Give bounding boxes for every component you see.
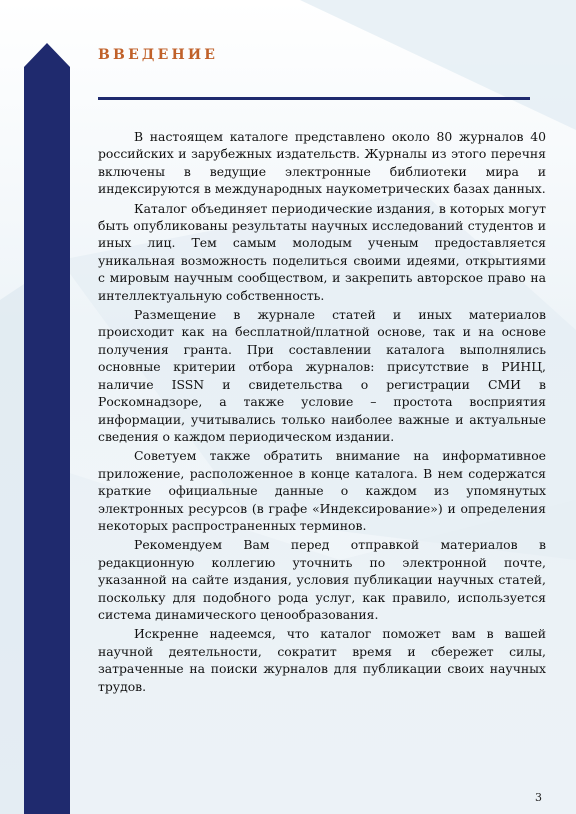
paragraph-6: Искренне надеемся, что каталог поможет вам в вашей научной деятельности, сократит время и сбережет силы, затраченные на поиски журналов для публикации своих научных трудов.: [98, 626, 546, 694]
paragraph-4: Советуем также обратить внимание на информативное приложение, расположенное в конце каталога. В нем содержатся краткие официальные данные о каждом из упомянутых электронных ресурсов (в графе «Индексирование») и определения некоторых распространенных терминов.: [98, 448, 546, 533]
paragraph-2: Каталог объединяет периодические издания, в которых могут быть опубликованы результаты научных исследований студентов и иных лиц. Тем самым молодым ученым предоставляется уникальная возможность поделиться своими идеями, открытиями с мировым научным сообществом, и закрепить авторское право на интеллектуальную собственность.: [98, 200, 546, 303]
introduction-text: [98, 128, 546, 697]
paragraph-5: Рекомендуем Вам перед отправкой материалов в редакционную коллегию уточнить по электронной почте, указанной на сайте издания, условия публикации научных статей, поскольку для подобного рода услуг, как правило, используется система динамического ценообразования.: [98, 537, 546, 622]
paragraph-1: В настоящем каталоге представлено около 80 журналов 40 российских и зарубежных издательств. Журналы из этого перечня включены в ведущие электронные библиотеки мира и индексируются в международных наукометрических базах данных.: [98, 129, 546, 197]
heading-divider: [98, 97, 530, 100]
page-number: 3: [535, 791, 542, 804]
page-heading: ВВЕДЕНИЕ: [98, 47, 219, 63]
paragraph-3: Размещение в журнале статей и иных материалов происходит как на бесплатной/платной основе, так и на основе получения гранта. При составлении каталога выполнялись основные критерии отбора журналов: присутствие в РИНЦ, наличие ISSN и свидетельства о регистрации СМИ в Роскомнадзоре, а также условие – простота восприятия информации, учитывались только наиболее важные и актуальные сведения о каждом периодическом издании.: [98, 307, 546, 444]
